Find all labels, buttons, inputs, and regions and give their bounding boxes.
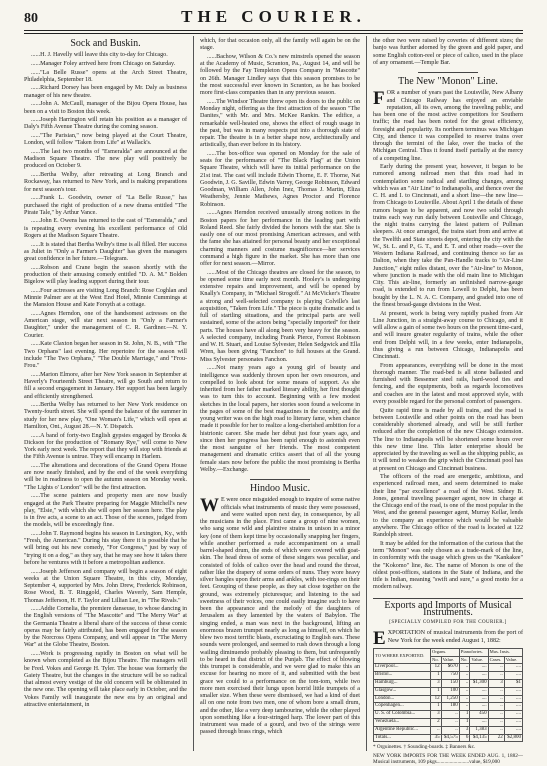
news-item: ......John A. McCaull, manager of the Bijou Opera House, has been on a visit to Boston this week. [24,101,187,115]
table-cell: .. [459,680,470,688]
news-item: ......Kate Claxton began her season in St. John, N. B., with "The Two Orphans" last evening. Her repertoire for the season will include "The Two Orphans," "The Double Marriage," and "Frou-Frou." [24,341,187,370]
table-column-header: Organs. [431,648,460,656]
table-cell: 2 [431,719,442,727]
column-3 [373,38,523,766]
table-cell: $2,800 [504,734,522,742]
exports-table [373,648,523,743]
table-cell: 22 [488,734,504,742]
news-item: ......Bachow, Wilson & Co.'s new minstrels opened the season at the Academy of Music, Scranton, Pa., August 14, and will be followed by the Fay Templeton Opera Company in "Mascotte" on 26th. Manager Lindley says that this season promises to be the most successful ever known in Scranton, as he has booked more first-class companies than in any previous season. [200,53,360,97]
table-cell: 12 [431,695,442,703]
table-subheader: Value. [470,656,488,664]
monon-text: Quite rapid time is made by all trains, and the road is between Louisville and other points on the road has been considerably shortened already, and will be still further reduced after the completion of the new Chicago extension. The line to Indianapolis will be shortened some hours over this new time line. This latter enterprise should be appreciated by the traveling as well as the shipping public, as it will tend to weaken the grip which the Cincinnati pool has at present on Chicago and Cincinnati business. [373,407,523,472]
monon-text: It may be added for the information of the curious that the term "Monon" was only chosen as a trade-mark of the line, in conformity with the usage which gives us the "Kankakee" the "Kokomo" line, &c. The name of Monon is one of the oldest post-offices, stations in the State of Indiana, and the title is Indian, meaning "swift and sure," a good motto for a modern railway. [373,540,523,591]
table-cell: 3 [459,726,470,734]
table-cell: .. [488,703,504,711]
table-cell: .. [441,719,459,727]
news-item: ......Agnes Herndon received unusually strong notices in the Boston papers for her performance in the leading part with Roland Reed. She fairly divided the honors with the star. She is easily one of our most promising American actresses, and with the fame she has attained for personal beauty and her exceptional charming manners and costume magnificence—her services command a high figure in the market. She has more than one offer for next season.—Mirror. [200,210,360,268]
monon-text: At present, work is being very rapidly pushed from Air Line Junction, in a straight-away course to Chicago, and it will allow a gain of some two hours on the present time-card, and will insure greater regularity of trains, while the other end from Delphi will, in a few weeks, enter Indianapolis, thus giving a run between Chicago, Indianapolis and Cincinnati. [373,310,523,361]
news-item: ......Addie Cornelia, the premiere danseuse, to whose dancing in the English versions of "The Mascotte" and "The Merry War" at the Germania Theatre a liberal share of the success of these comic operas may be fairly attributed, has been engaged for the season by the Norcross Opera Company, and will appear in "The Merry War" at the Globe Theatre, Boston. [24,606,187,649]
news-item: ......The Windsor Theatre threw open its doors to the public on Monday night, offering as the first attraction of the season "The Danites," with Mr. and Mrs. McKee Rankin. The edifice, a remarkable well-heated one, shows the effect of rough usage in the past, but was in many respects put into a thorough state of repair. The theatre is in a better shape now, architecturally and artistically, than ever before in its history. [200,98,360,149]
table-cell: .. [488,664,504,672]
exports-intro-text: XPORTATION of musical instruments from the port of New York for the week ended August 1, 1882: [387,630,523,644]
news-item: ......Most of the Chicago theatres are closed for the season, to be opened some time early next month. Hooley's is undergoing extensive repairs and improvement, and will be opened by Knally's Company, in "Michael Strogoff." At McVicker's Theatre a strong and well-selected company is playing Colville's last acquisition, "Taken from Life." The piece is quite dramatic and is full of startling situations, and the principal parts are well sustained, some of the actors being "specially imported" for their parts. The houses have all along been very heavy for the season. A selected company, including Frank Pierce, Forrest Robinson and W. H. Stuart, and Louise Sylvester, Helen Sedgwick and Ella Wren, has been giving "Fanchon" to full houses at the Grand. Miss Sylvester personates Fanchon. [200,269,360,363]
table-cell: .. [459,703,470,711]
table-cell: .... [504,664,522,672]
table-row [374,726,523,734]
table-cell: 1 [431,687,442,695]
news-item: ......"La Belle Russe" opens at the Arch Street Theatre, Philadelphia, September 18. [24,69,187,83]
section-rule [418,72,478,73]
table-cell: .... [504,695,522,703]
news-item: ......Marion Elmore, after her New York season in September at Haverly's Fourteenth Street Theatre, will go South and return to fill a second engagement in January. Her support has been largely and efficiently strengthened. [24,371,187,400]
table-cell: .. [431,726,442,734]
monon-text: OR a number of years past the Louisville, New Albany and Chicago Railway has enjoyed an enviable reputation, all its own, among the traveling public, and has been one of the most active competitors for Southern traffic; the road has been noted for the great efficiency, foresight and popularity. Its northern terminus was Michigan City, and thence it was compelled to reserve trains over through the termini of the lake, over the tracks of the Michigan Central. Thus it found itself partially at the mercy of a competing line. [373,90,523,162]
table-cell: 1,250 [441,695,459,703]
table-cell: 3 [431,711,442,719]
news-item: ......Frank L. Goodwin, owner of "La Belle Russe," has purchased the right of production of a new drama entitled "The Pirate Tale," by Arthur Vance. [24,195,187,216]
table-row [374,719,523,727]
table-row [374,703,523,711]
monon-text: The officers of the road are energetic, ambitious, and experienced railroad men, and seem determined to make their line "par excellence" a road of the West. Sidney B. Jones, general traveling passenger agent, now in charge at the Chicago end of the road, is one of the most popular in the West, and the general passenger agent, Murray Kellar, lends to the company an experience which would be valuable anywhere. The Chicago office of the road is located at 122 Randolph street. [373,474,523,539]
table-cell: .... [504,711,522,719]
drop-cap-letter: F [373,88,385,110]
news-item: ......John T. Raymond begins his season in Lexington, Ky., with "Fresh, the American." During his stay there it is possible that he will bring out his new comedy, "For Congress," just by way of "trying it on a dog," as they say, that he may see how it takes there before he ventures with it before a metropolitan audience. [24,530,187,566]
imports-note: NEW YORK IMPORTS FOR THE WEEK ENDED AUG. 1, 1882—Musical instruments, 109 pkgs.........................value, $19,000 [373,752,523,766]
table-cell: Hamburg... [374,680,431,688]
table-cell: 180 [441,703,459,711]
table-cell: .. [488,726,504,734]
table-cell: .. [488,672,504,680]
table-cell: .... [504,672,522,680]
table-cell: Venezuela... [374,719,431,727]
monon-paragraph [373,541,523,592]
news-item: ......Bertha Welby, after retreating at Long Branch and Rockaway, has returned to New York, and is making preparations for next season's tour. [24,172,187,193]
monon-text: From appearances, everything will be done in the most thorough manner. The road-bed is all stone ballasted and furnished with Bessemer steel rails, hard-wood ties and fencing, and the equipments, both as regards locomotives and coaches are in the latest and most approved style, with every possible regard for the personal comfort of passengers. [373,362,523,405]
table-cell: .... [470,672,488,680]
article-heading-sock-and-buskin: Sock and Buskin. [70,38,141,49]
news-item: ......Not many years ago a young girl of beauty and intelligence was suddenly thrown upon her own resources, and compelled to look about for some means of support. As she inherited from her father marked literary ability, her first thought was to turn this to account. Beginning with a few modest sketches in the local papers, her stories soon found a welcome in the pages of some of the best magazines in the country, and the young writer was on the high road to literary fame, when chance made it possible for her to realize a long-cherished ambition for a histrionic career. She made her début just four years ago, and since then her progress has been rapid enough to astonish even the most sanguine of her friends. The most competent management and dramatic critics assert that of all the young female stars now before the public the most promising is Bertha Welby.—Exchange. [200,365,360,473]
table-cell: .. [488,687,504,695]
table-row [374,734,523,742]
monon-paragraph [373,311,523,362]
table-row [374,687,523,695]
table-cell: .... [504,719,522,727]
news-item: ......The scene painters and property men are now busily engaged at the Park Theatre preparing for Maggie Mitchell's new play, "Elsie," with which she will open her season here. The play is in five acts, a scene to an act. Those of the scenes, judged from the models, will be exceedingly fine. [24,493,187,529]
table-cell: .. [459,695,470,703]
news-item: ......The box-office was opened on Monday for the sale of seats for the performance of "The Black Flag" at the Union Square Theatre, which will have its initial performance on the 21st inst. The cast will include Edwin Thorne, E. F. Thorne, Nat Goodwin, J. G. Saville, Edwin Varrey, George Robinson, Edward Goodman, William Allen, John Inez, Thomas J. Martin, Eliza Weathersby, Jennie Mathews, Agnes Proctor and Florence Robinson. [200,150,360,208]
news-item: ......H. J. Havelly will leave this city to-day for Chicago. [31,52,168,59]
table-cell: $1 [504,680,522,688]
article-heading-hindoo-music: Hindoo Music. [250,483,310,495]
table-cell: $670 [441,664,459,672]
section-rule [373,598,523,599]
monon-paragraph [373,408,523,473]
table-cell: Bristol... [374,672,431,680]
table-subheader: Value. [441,656,459,664]
table-cell: .... [470,664,488,672]
table-cell: 3 [431,680,442,688]
column-divider-2 [366,36,367,751]
table-cell: 450 [470,711,488,719]
table-cell: $1,300 [470,680,488,688]
table-cell: .... [504,703,522,711]
column-1 [24,38,187,751]
table-cell: $4,135 [470,734,488,742]
news-item: ......Joseph Harrington will retain his position as a manager of Daly's Fifth Avenue Theatre during the coming season. [24,117,187,131]
column-divider-1 [193,36,194,751]
table-row [374,672,523,680]
table-row [374,664,523,672]
news-item: ......John E. Owens has returned to the cast of "Esmeralda," and is repeating every evening his excellent performance of Old Rogers at the Madison Square Theatre. [24,218,187,239]
page-number: 80 [24,11,38,26]
masthead-title: THE COURIER. [181,7,366,26]
table-column-header: Mus. Insts. [488,648,522,656]
table-cell: .. [441,726,459,734]
table-cell: .... [470,703,488,711]
table-row [374,680,523,688]
table-cell: Copenhagen... [374,703,431,711]
monon-paragraph [373,90,523,163]
table-cell: .... [470,687,488,695]
news-item: ......The alterations and decorations of the Grand Opera House are now nearly finished, and by the end of the week everything will be in readiness to open the autumn season on Monday week. "The Lights o' London" will be the first attraction. [24,462,187,491]
table-cell: U. S. of Colombia... [374,711,431,719]
table-cell: 100 [441,687,459,695]
monon-paragraph [373,474,523,539]
table-subheader: No. [431,656,442,664]
table-cell: Liverpool... [374,664,431,672]
table-cell: .. [488,719,504,727]
drop-cap-letter: W [200,495,219,517]
article-heading-exports-imports: Exports and Imports of Musical Instruments. [384,599,512,618]
monon-text: Early during the present year, however, it began to be rumored among railroad men that this road had in contemplation some radical and startling changes, among which was an "Air Line" to Indianapolis, and thence over the C. H. and I. to Cincinnati, and a short line—the new line—from Chicago to Louisville. About April 1 the details of these rumors began to be apparent, and now two solid through trains each way run daily between Louisville and Chicago, the night trains carrying the latest pattern of Pullman sleepers. At once arranged, the trains start from and arrive at the Twelfth and State streets depot, entering the city with the W., St. L. and P., G. T., and E. T. and other roads—over the Western Indiana Railroad, and continuing thence so far as Dalton, when they take the Pan-Handle tracks to "Air-Line Junction," eight miles distant, over the "Air-line" to Monon, where junction is made with the old main line to Michigan City. This air-line, formerly an unfinished narrow-gauge road, is extended to run from Lowell to Delphi, has been bought by the L. N. A. C. Company, and graded into one of the finest broad-gauge divisions in the West. [373,164,523,308]
table-cell: .... [504,687,522,695]
table-subheader: Cases. [488,656,504,664]
news-item: ......Four actresses are visiting Long Branch: Rose Coghlan and Minnie Palmer are at the West End Hotel, Minnie Cummings at the Mansion House and Kate Forsyth at a cottage. [24,287,187,309]
table-cell: 1 [459,711,470,719]
hindoo-music-body [200,497,360,736]
news-item: ......Joseph Jefferson and company will begin a season of eight weeks at the Union Square Theatre, in this city, Monday, September 4, supported by Mrs. John Drew, Frederick Robinson, Rose Wood, B. T. Ringgold, Charles Waverly, Sam Hemple, Thomas Jefferson, H. F. Taylor and Lillian Lee, in "The Rivals." [24,568,187,604]
table-cell: .. [441,711,459,719]
news-item: ......Agnes Herndon, one of the handsomest actresses on the American stage, will star next season in "Only a Farmer's Daughter," under the management of C. R. Gardiner.—N. Y. Courier. [24,310,187,339]
monon-paragraph [373,164,523,309]
table-footnote: * Orguinettes. † Sounding-boards. ‡ Banners &c. [373,744,476,751]
table-cell: 1 [431,703,442,711]
table-cell: 750 [441,672,459,680]
table-cell: .... [470,719,488,727]
news-item: which, for that occasion only, all the family will again be on the stage. [200,38,360,52]
table-cell: London... [374,695,431,703]
news-item: ......"The Parisian," now being played at the Court Theatre, London, will follow "Taken from Life" at Wallack's. [24,133,187,147]
table-cell: .... [504,726,522,734]
masthead-rule [24,30,523,31]
table-cell: .. [459,672,470,680]
table-cell: 1,383 [470,726,488,734]
article-heading-monon-line: The New "Monon" Line. [398,76,498,87]
table-cell: .. [488,695,504,703]
news-item: ......Manager Foley arrived here from Chicago on Saturday. [31,60,176,67]
table-cell: Totals... [374,734,431,742]
monon-paragraph [373,363,523,407]
news-item: ......Bertha Welby has returned to her New York residence on Twenty-fourth street. She will spend the balance of the summer in study for her new play, "One Woman's Life," which will open at Hamilton, Ont., August 28.—N. Y. Dispatch. [24,402,187,430]
table-subheader: No. [459,656,470,664]
column-2 [200,38,360,751]
table-column-header: Pianofortes. [459,648,488,656]
news-item: ......Robson and Crane begin the season shortly with the production of their amusing comedy entitled "D. A. M." Bolden Bigelow will play leading support during their tour. [24,264,187,286]
news-item: ......A band of forty-two English gypsies engaged by Brooks & Dickson for the production of "Romany Rye," will come to New York early next week. The report that they will stop with friends at the Fifth Avenue is untrue. They will encamp in Harlem. [24,432,187,461]
table-cell: Argentine Republic... [374,726,431,734]
table-cell: 1 [459,719,470,727]
section-rule [250,479,310,480]
table-subheader: Value. [504,656,522,664]
hindoo-music-text: E were once misguided enough to inquire of some native officials what instruments of music they were possessed, and were waited upon next day, in consequence, by all the musicians in the place. First came a group of nine women, who sang some wild and plaintive strains in unison in a minor key (one of them kept time by occasionally snapping her fingers, while another performed a rude accompaniment on a small barrel-shaped drum, the ends of which were covered with goat-skin. The head dress of some of these singers was peculiar, and consisted of folds of calico over the head and round the throat, rather like the drapery of some orders of nuns. They wore heavy silver bangles upon their arms and ankles, with toe-rings on their feet. Grouping of these people, as they sat close together on the ground, was extremely picturesque; and listening to the sad sweetness of their voices, one could easily imagine such to have been the appearance and the melody of the daughters of Jerusalem as they lamented by the waters of Babylon. The singing ended, a man was next in the background, lifting an enormous brazen trumpet nearly as long as himself, on which he blew two most terrific blasts, excruciating to English ears. These sounds were prolonged, and seemed to rush down through a long wailing diminuendo probably pleasing to them, but unfrequently to be heard in that district of the Punjab. The effect of blowing this trumpet is considerable, and we were glad to make this an excuse for hearing no more of it, and submitted with the best grace we could to a performance on the tom-tom, while two more men exercised their lungs upon horrid little trumpets of a smaller size. When these were dismissed, we had a kind of duet all on one note from two men, one of whom bore a small drum, and the other, like a very deep tambourine, while the other played upon something like a four-stringed harp. The lower part of this instrument was made of a gourd, and two of the strings were passed through brass rings, which [200,497,360,736]
news-item: ......It is stated that Bertha Welby's time is all filled. Her success as Juliet in "Only a Farmer's Daughter" has given the managers great confidence in her future.—Telegram. [24,241,187,263]
table-cell: .. [459,687,470,695]
exports-intro [373,628,523,650]
news-item: the other two were raised by coveries of different sizes; the banjo was further adorned by the green and gold paper, and some English cotton-reel or piece of calico, used in the place of any ornament.—Temple Bar. [373,38,523,66]
table-cell: .. [488,711,504,719]
table-cell: Glasgow... [374,687,431,695]
table-column-header: TO WHERE EXPORTED. [374,648,431,664]
masthead [24,7,523,27]
table-cell: .... [470,695,488,703]
table-cell: 1 [431,672,442,680]
article-subheading: [SPECIALLY COMPILED FOR THE COURIER.] [389,620,507,626]
table-cell: 12 [431,664,442,672]
table-header-row [374,648,523,656]
table-row [374,695,523,703]
table-cell: 6 [459,734,470,742]
table-cell: 35 [431,734,442,742]
table-cell: .. [459,664,470,672]
news-item: ......Richard Dorsey has been engaged by Mr. Daly as business manager of his new theatre. [24,85,187,99]
table-cell: $4,575 [441,734,459,742]
table-cell: 3 [488,680,504,688]
news-item: ......Work is progressing rapidly in Boston on what will be known when completed as the Bijou Theatre. The managers will be Fred. Vokes and George H. Tyler. The house was formerly the Gaiety Theatre, but the changes in the structure will be so radical that almost every vestige of the old concern will be obliterated in the new one. The opening will take place early in October, and the Vokes Family will inaugurate the new era by an original and attractive entertainment, in [24,651,187,708]
drop-cap-letter: E [373,628,386,650]
table-cell: 150 [441,680,459,688]
table-row [374,711,523,719]
masthead-rule-2 [24,33,523,34]
news-item: ......The last two months of "Esmeralda" are announced at the Madison Square Theatre. The new play will positively be produced on October 9. [24,148,187,170]
